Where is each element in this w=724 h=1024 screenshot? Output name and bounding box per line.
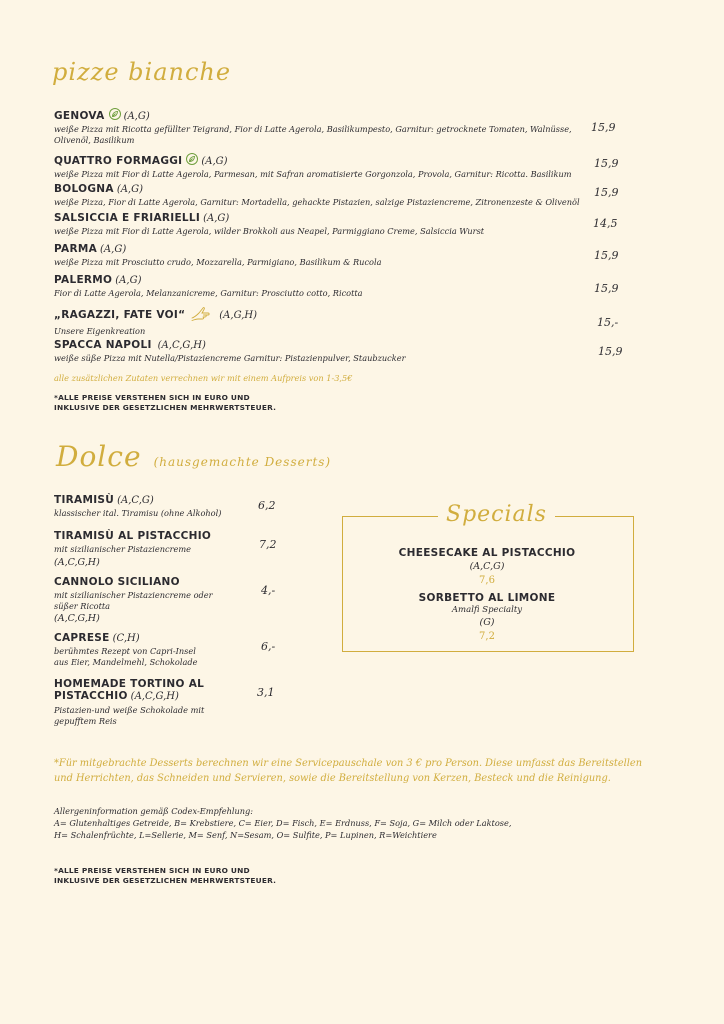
special-allergens: (G): [479, 617, 495, 628]
dessert-price: 4,-: [261, 584, 276, 597]
pizza-price: 15,9: [594, 249, 619, 262]
dessert-name: TIRAMISÙ: [54, 494, 115, 506]
pizza-price: 15,9: [594, 282, 619, 295]
dessert-item-tiramisu: [54, 494, 254, 519]
dessert-allergens: (A,C,G): [117, 495, 154, 506]
pizza-name: GENOVA: [54, 110, 105, 122]
dolce-title: [56, 440, 331, 473]
pizza-price: 15,9: [591, 121, 616, 134]
pizza-allergens: (A,G): [203, 213, 230, 224]
allergen-info-line: Allergeninformation gemäß Codex-Empfehlung:: [54, 806, 254, 816]
pizza-allergens: (A,G): [116, 184, 144, 195]
extras-note: alle zusätzlichen Zutaten verrechnen wir mit einem Aufpreis von 1-3,5€: [54, 373, 353, 383]
notice-line: *ALLE PREISE VERSTEHEN SICH IN EURO UND: [54, 866, 250, 875]
pizza-price: 15,9: [598, 345, 623, 358]
pizza-description-line: weiße Pizza, Fior di Latte Agerola, Garnitur: Mortadella, gehackte Pistazien, salzige Pistaziencreme, Zitronenzeste & Olivenöl: [54, 197, 580, 207]
dessert-name: TIRAMISÙ AL PISTACCHIO: [54, 530, 212, 542]
dessert-allergens: (C,H): [112, 633, 140, 644]
dessert-item-homemade-tortino: [54, 678, 254, 727]
notice-line: INKLUSIVE DER GESETZLICHEN MEHRWERTSTEUER.: [54, 403, 277, 412]
dessert-name: HOMEMADE TORTINO AL: [54, 678, 205, 690]
dessert-item-tiramisu-al-pistacchio: [54, 530, 254, 568]
pizza-description-line: weiße Pizza mit Ricotta gefüllter Teigrand, Fior di Latte Agerola, Basilikumpesto, Garnitur: getrocknete Tomaten, Walnüsse,: [54, 124, 572, 134]
pizza-name: SPACCA NAPOLI: [54, 339, 152, 351]
pizza-item-salsiccia-e-friarielli: [54, 212, 614, 237]
dolce-subtitle: (hausgemachte Desserts): [153, 455, 332, 469]
pizza-allergens: (A,G,H): [219, 310, 258, 321]
pizza-price: 15,9: [594, 157, 619, 170]
dessert-description-line: berühmtes Rezept von Capri-Insel: [54, 646, 196, 656]
dessert-description-line: klassischer ital. Tiramisu (ohne Alkohol): [54, 508, 222, 518]
pizza-item-bologna: [54, 183, 614, 208]
pizza-name: PARMA: [54, 243, 98, 255]
pizza-allergens: (A,G): [115, 275, 142, 286]
special-item-sorbetto: [342, 592, 632, 643]
pizze-title: pizze bianche: [52, 58, 232, 86]
pizza-allergens: (A,G): [201, 156, 228, 167]
notice-line: *ALLE PREISE VERSTEHEN SICH IN EURO UND: [54, 393, 250, 402]
leaf-icon: [186, 153, 198, 165]
special-price: 7,6: [479, 575, 495, 586]
dessert-item-cannolo-siciliano: [54, 576, 254, 624]
dessert-name: CAPRESE: [54, 632, 110, 644]
pizza-allergens: (A,C,G,H): [157, 340, 206, 351]
pizza-item-palermo: [54, 274, 614, 299]
pizza-item-parma: [54, 243, 614, 268]
pizza-allergens: (A,G): [100, 244, 127, 255]
pizza-item-genova: [54, 108, 614, 146]
footer-price-notice: [54, 866, 276, 886]
pizza-description-line: Unsere Eigenkreation: [54, 326, 146, 336]
pizza-description-line: weiße Pizza mit Fior di Latte Agerola, Parmesan, mit Safran aromatisierte Gorgonzola, Provola, Garnitur: Ricotta. Basilikum: [54, 169, 572, 179]
dessert-price: 7,2: [259, 538, 277, 551]
dessert-description-line: aus Eier, Mandelmehl, Schokolade: [54, 657, 198, 667]
dessert-item-caprese: [54, 632, 254, 668]
pizza-item-spacca-napoli: [54, 339, 614, 364]
dessert-description-line: gepufftem Reis: [54, 716, 117, 726]
pizza-description-line: weiße süße Pizza mit Nutella/Pistaziencreme Garnitur: Pistazienpulver, Staubzucker: [54, 353, 406, 363]
allergen-info-line: A= Glutenhaltiges Getreide, B= Krebstiere, C= Eier, D= Fisch, E= Erdnuss, F= Soja, G= Milch oder Laktose,: [54, 818, 512, 828]
dessert-price: 6,2: [258, 499, 276, 512]
dessert-price: 6,-: [261, 640, 276, 653]
pizza-name: SALSICCIA E FRIARIELLI: [54, 212, 201, 224]
pizza-description-line: Fior di Latte Agerola, Melanzanicreme, Garnitur: Prosciutto cotto, Ricotta: [54, 288, 363, 298]
dessert-name: PISTACCHIO: [54, 690, 128, 702]
pizza-item-ragazzi-fate-voi: [54, 306, 614, 337]
pizza-name: PALERMO: [54, 274, 113, 286]
pizza-price-notice: [54, 393, 276, 413]
leaf-icon: [109, 108, 121, 120]
dessert-description-line: mit sizilianischer Pistaziencreme oder: [54, 590, 213, 600]
pizza-item-quattro-formaggi: [54, 153, 614, 180]
dessert-allergens: (A,C,G,H): [54, 557, 100, 568]
dessert-allergens: (A,C,G,H): [130, 691, 179, 702]
pizza-allergens: (A,G): [123, 111, 150, 122]
pizza-description-line: weiße Pizza mit Fior di Latte Agerola, wilder Brokkoli aus Neapel, Parmiggiano Creme, Salsiccia Wurst: [54, 226, 485, 236]
service-note-line: und Herrichten, das Schneiden und Servieren, sowie die Bereitstellung von Kerzen, Besteck und die Reinigung.: [54, 773, 611, 784]
pizza-name: BOLOGNA: [54, 183, 114, 195]
allergen-info-line: H= Schalenfrüchte, L=Sellerie, M= Senf, N=Sesam, O= Sulfite, P= Lupinen, R=Weichtiere: [54, 830, 437, 840]
special-item-cheesecake: [342, 547, 632, 587]
special-name: SORBETTO AL LIMONE: [418, 592, 556, 604]
dessert-name: CANNOLO SICILIANO: [54, 576, 180, 588]
specials-title: Specials: [438, 502, 555, 527]
special-subtitle: Amalfi Specialty: [451, 605, 523, 615]
dolce-title-text: Dolce: [56, 440, 142, 473]
service-note: [54, 756, 694, 786]
pizza-name: QUATTRO FORMAGGI: [54, 155, 183, 167]
pizza-price: 15,9: [594, 186, 619, 199]
special-allergens: (A,C,G): [469, 561, 505, 572]
pizza-name: „RAGAZZI, FATE VOI“: [54, 309, 186, 321]
special-name: CHEESECAKE AL PISTACCHIO: [398, 547, 576, 559]
allergen-info: [54, 805, 694, 841]
dessert-price: 3,1: [257, 686, 275, 699]
dessert-description-line: süßer Ricotta: [54, 601, 111, 611]
dessert-allergens: (A,C,G,H): [54, 613, 100, 624]
dessert-description-line: Pistazien-und weiße Schokolade mit: [54, 705, 205, 715]
pizza-price: 15,-: [597, 316, 619, 329]
pizza-description-line: weiße Pizza mit Prosciutto crudo, Mozzarella, Parmigiano, Basilikum & Rucola: [54, 257, 382, 267]
hand-icon: [191, 306, 211, 325]
notice-line: INKLUSIVE DER GESETZLICHEN MEHRWERTSTEUER.: [54, 876, 277, 885]
service-note-line: *Für mitgebrachte Desserts berechnen wir eine Servicepauschale von 3 € pro Person. Diese umfasst das Bereitstellen: [54, 758, 643, 769]
pizza-price: 14,5: [593, 217, 618, 230]
dessert-description-line: mit sizilianischer Pistaziencreme: [54, 544, 191, 554]
pizza-description-line: Olivenöl, Basilikum: [54, 135, 135, 145]
special-price: 7,2: [479, 631, 495, 642]
